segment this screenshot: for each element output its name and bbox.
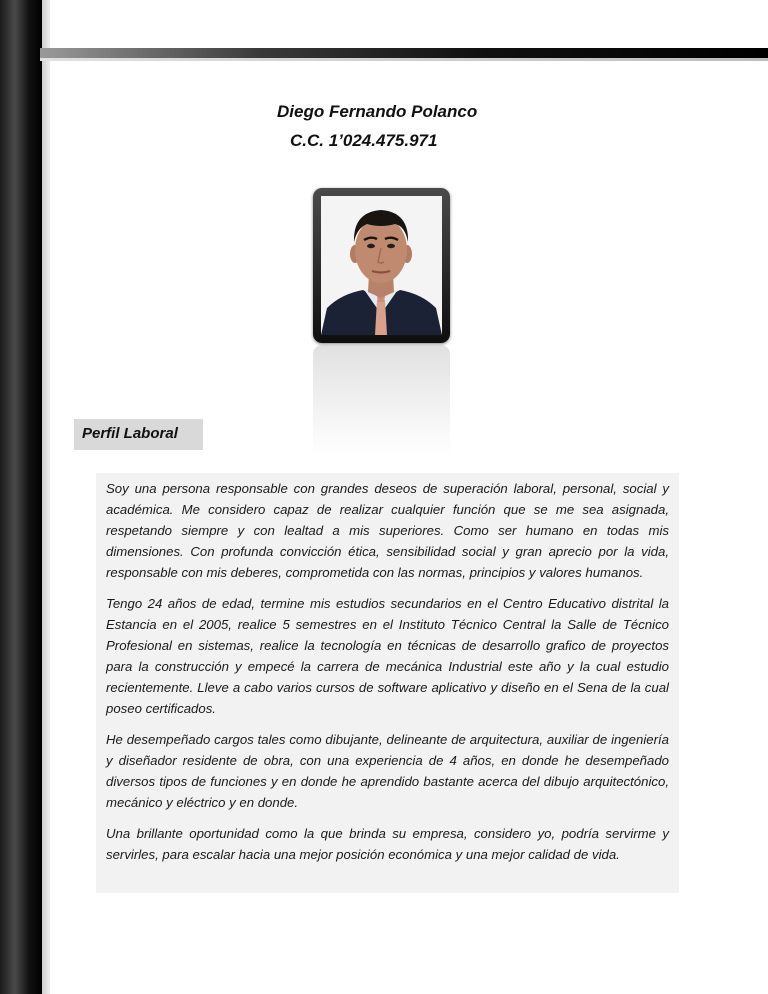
photo-reflection (313, 345, 450, 455)
profile-paragraph: Soy una persona responsable con grandes deseos de superación laboral, personal, social y académica. Me considero capaz de realizar cualquier función que se me sea asignada, respetando siempre y con lealtad a mis superiores. Como ser humano en todas mis dimensiones. Con profunda convicción ética, sensibilidad social y gran aprecio por la vida, responsable con mis deberes, comprometida con las normas, principios y valores humanos. (106, 481, 669, 580)
candidate-id-number: C.C. 1’024.475.971 (290, 131, 438, 150)
section-heading-perfil-laboral (74, 419, 203, 450)
portrait-photo-icon (321, 196, 442, 335)
top-decorative-bar (40, 48, 768, 58)
section-heading-label: Perfil Laboral (82, 425, 178, 442)
top-bar-shadow (40, 58, 768, 61)
profile-text (106, 478, 669, 875)
profile-paragraph: He desempeñado cargos tales como dibujante, delineante de arquitectura, auxiliar de ingeniería y diseñador residente de obra, con una experiencia de 4 años, en donde he desempeñado diversos tipos de funciones y en donde he aprendido bastante acerca del dibujo arquitectónico, mecánico y eléctrico y en donde. (106, 732, 669, 810)
candidate-name: Diego Fernando Polanco (277, 102, 478, 121)
left-decorative-bar (0, 0, 42, 994)
photo-frame (313, 188, 450, 343)
left-bar-edge (42, 0, 50, 994)
profile-paragraph: Tengo 24 años de edad, termine mis estudios secundarios en el Centro Educativo distrital la Estancia en el 2005, realice 5 semestres en el Instituto Técnico Central la Salle de Técnico Profesional en sistemas, realice la tecnología en técnicas de desarrollo grafico de proyectos para la construcción y empecé la carrera de mecánica Industrial este año y la cual estudio recientemente. Lleve a cabo varios cursos de software aplicativo y diseño en el Sena de la cual poseo certificados. (106, 596, 669, 716)
profile-paragraph: Una brillante oportunidad como la que brinda su empresa, considero yo, podría servirme y servirles, para escalar hacia una mejor posición económica y una mejor calidad de vida. (106, 826, 669, 862)
portrait-illustration (321, 196, 442, 335)
